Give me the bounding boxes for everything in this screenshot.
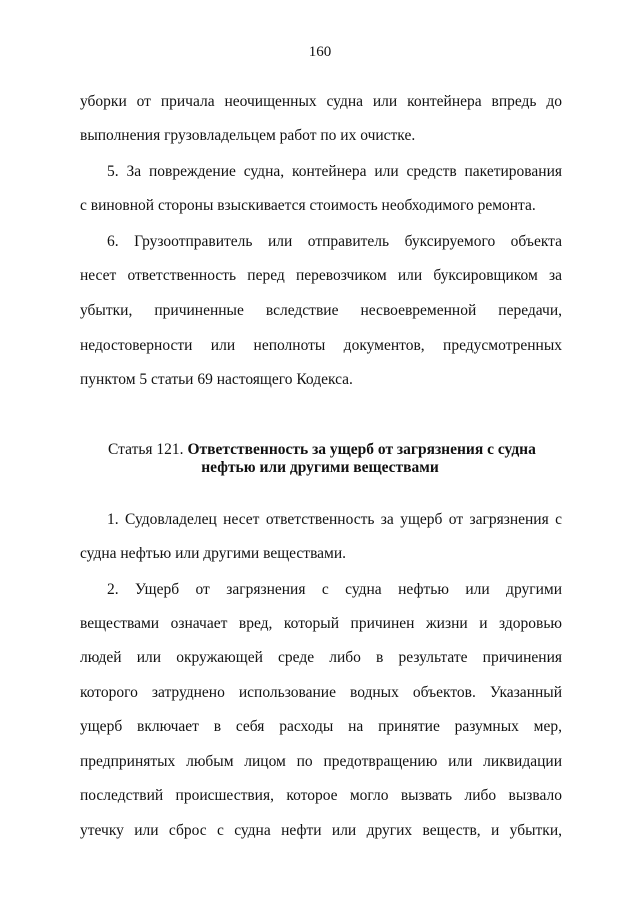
paragraph-line: несет ответственность перед перевозчиком или буксировщиком за xyxy=(80,267,562,284)
article-title: Ответственность за ущерб от загрязнения с судна xyxy=(187,441,536,458)
paragraph-line: недостоверности или неполноты документов, предусмотренных xyxy=(80,337,562,354)
paragraph-line: с виновной стороны взыскивается стоимость необходимого ремонта. xyxy=(80,197,536,214)
paragraph-line: 6. Грузоотправитель или отправитель буксируемого объекта xyxy=(107,233,562,250)
paragraph-line: которого затруднено использование водных объектов. Указанный xyxy=(80,684,562,701)
article-heading xyxy=(108,440,568,460)
paragraph-line: ущерб включает в себя расходы на принятие разумных мер, xyxy=(80,718,562,735)
paragraph-line: судна нефтью или другими веществами. xyxy=(80,545,347,562)
paragraph-line: выполнения грузовладельцем работ по их очистке. xyxy=(80,127,416,144)
paragraph-line: последствий происшествия, которое могло вызвать либо вызвало xyxy=(80,787,562,804)
paragraph-line: уборки от причала неочищенных судна или контейнера впредь до xyxy=(80,93,562,110)
paragraph-line: людей или окружающей среде либо в результате причинения xyxy=(80,649,562,666)
paragraph-line: утечку или сброс с судна нефти или других веществ, и убытки, xyxy=(80,822,562,839)
paragraph-line: убытки, причиненные вследствие несвоевременной передачи, xyxy=(80,302,562,319)
article-title-continued: нефтью или другими веществами xyxy=(201,459,439,476)
paragraph-line: 5. За повреждение судна, контейнера или средств пакетирования xyxy=(107,163,562,180)
page-number: 160 xyxy=(308,44,332,60)
paragraph-line: 2. Ущерб от загрязнения с судна нефтью или другими xyxy=(107,581,562,598)
paragraph-line: предпринятых любым лицом по предотвращению или ликвидации xyxy=(80,753,562,770)
paragraph-line: пунктом 5 статьи 69 настоящего Кодекса. xyxy=(80,371,353,388)
paragraph-line: 1. Судовладелец несет ответственность за ущерб от загрязнения с xyxy=(107,511,562,528)
article-number: Статья 121. xyxy=(108,441,188,458)
paragraph-line: веществами означает вред, который причинен жизни и здоровью xyxy=(80,615,562,632)
